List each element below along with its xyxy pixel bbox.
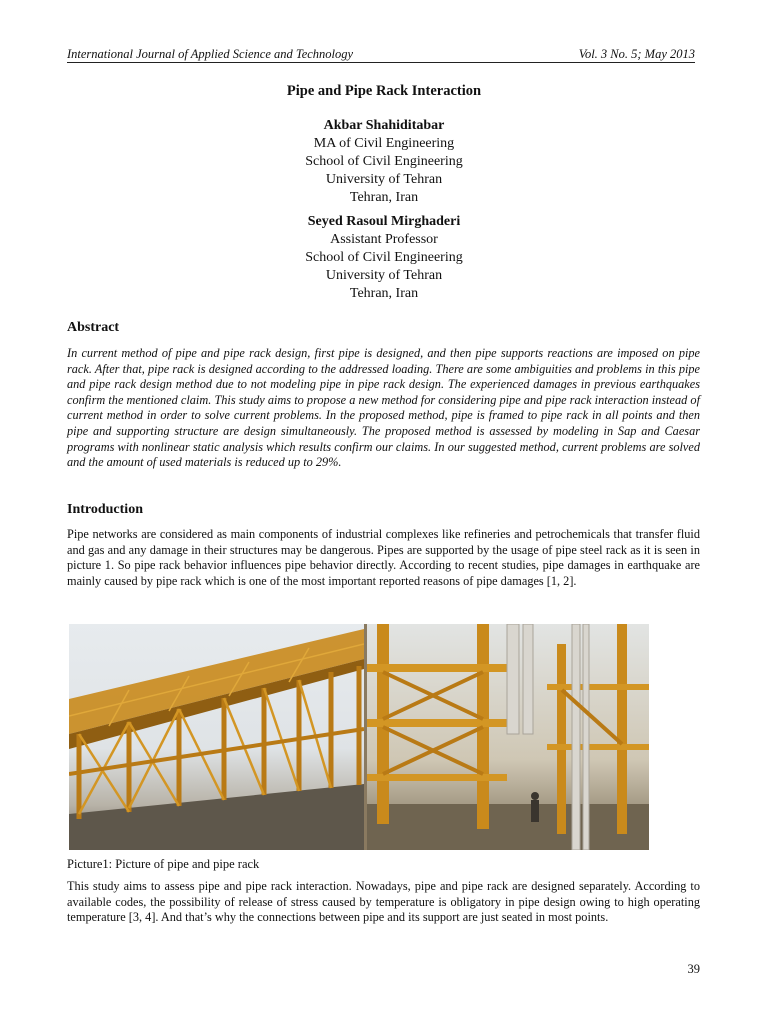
page-number: 39 bbox=[687, 962, 700, 976]
abstract-text: In current method of pipe and pipe rack design, first pipe is designed, and then pipe supports reactions are imposed on pipe rack. After that, pipe rack is designed according to the addressed loading. There are some ambiguities and problems in this pipe and pipe rack design method due to not modeling pipe in pipe rack design. The experienced damages in previous earthquakes confirm the mentioned claim. This study aims to propose a new method for considering pipe and pipe rack interaction instead of current method in order to solve current problems. In the proposed method, pipe is framed to pipe rack in all points and then pipe and supporting structure are design simultaneously. The proposed method is assessed by modeling in Sap and Caesar programs with nonlinear static analysis which results confirm our claims. In our suggested method, current problems are solved and the amount of used materials is reduced up to 29%. bbox=[67, 346, 700, 470]
pipe-rack-illustration-right bbox=[367, 624, 649, 850]
pipe-rack-illustration-left bbox=[69, 624, 364, 850]
author-name: Seyed Rasoul Mirghaderi bbox=[307, 214, 461, 229]
pipe-rack-figure bbox=[69, 624, 649, 850]
author-name: Akbar Shahiditabar bbox=[323, 118, 445, 133]
author-block-2 bbox=[0, 213, 768, 303]
figure-caption: Picture1: Picture of pipe and pipe rack bbox=[67, 857, 260, 871]
pipe-rack-photo-left bbox=[69, 624, 364, 850]
journal-name: International Journal of Applied Science and Technology bbox=[67, 47, 354, 61]
volume-info: Vol. 3 No. 5; May 2013 bbox=[578, 47, 695, 61]
author-degree: MA of Civil Engineering bbox=[313, 136, 455, 151]
abstract-heading: Abstract bbox=[67, 320, 120, 335]
introduction-heading: Introduction bbox=[67, 502, 143, 517]
author-position: Assistant Professor bbox=[330, 232, 438, 247]
author-block-1 bbox=[0, 117, 768, 207]
body-text: This study aims to assess pipe and pipe rack interaction. Nowadays, pipe and pipe rack are designed separately. According to available codes, the possibility of release of stress caused by temperature is obligatory in pipe design owing to high operating temperature [3, 4]. And that’s why the connections between pipe and its support are just seated in most points. bbox=[67, 879, 700, 925]
author-school: School of Civil Engineering bbox=[305, 250, 463, 265]
author-university: University of Tehran bbox=[325, 268, 443, 283]
pipe-rack-photo-right bbox=[367, 624, 649, 850]
author-location: Tehran, Iran bbox=[349, 286, 419, 301]
introduction-text: Pipe networks are considered as main components of industrial complexes like refineries and petrochemicals that transfer fluid and gas and any damage in their structures may be dangerous. Pipes are supported by the usage of pipe steel rack as it is seen in picture 1. So pipe rack behavior influences pipe behavior directly. According to recent studies, pipe damages in earthquake are mainly caused by pipe rack which is one of the most important reported reasons of pipe damages [1, 2]. bbox=[67, 527, 700, 588]
author-school: School of Civil Engineering bbox=[305, 154, 463, 169]
author-university: University of Tehran bbox=[325, 172, 443, 187]
running-header bbox=[67, 46, 695, 63]
paper-title: Pipe and Pipe Rack Interaction bbox=[286, 83, 482, 99]
author-location: Tehran, Iran bbox=[349, 190, 419, 205]
